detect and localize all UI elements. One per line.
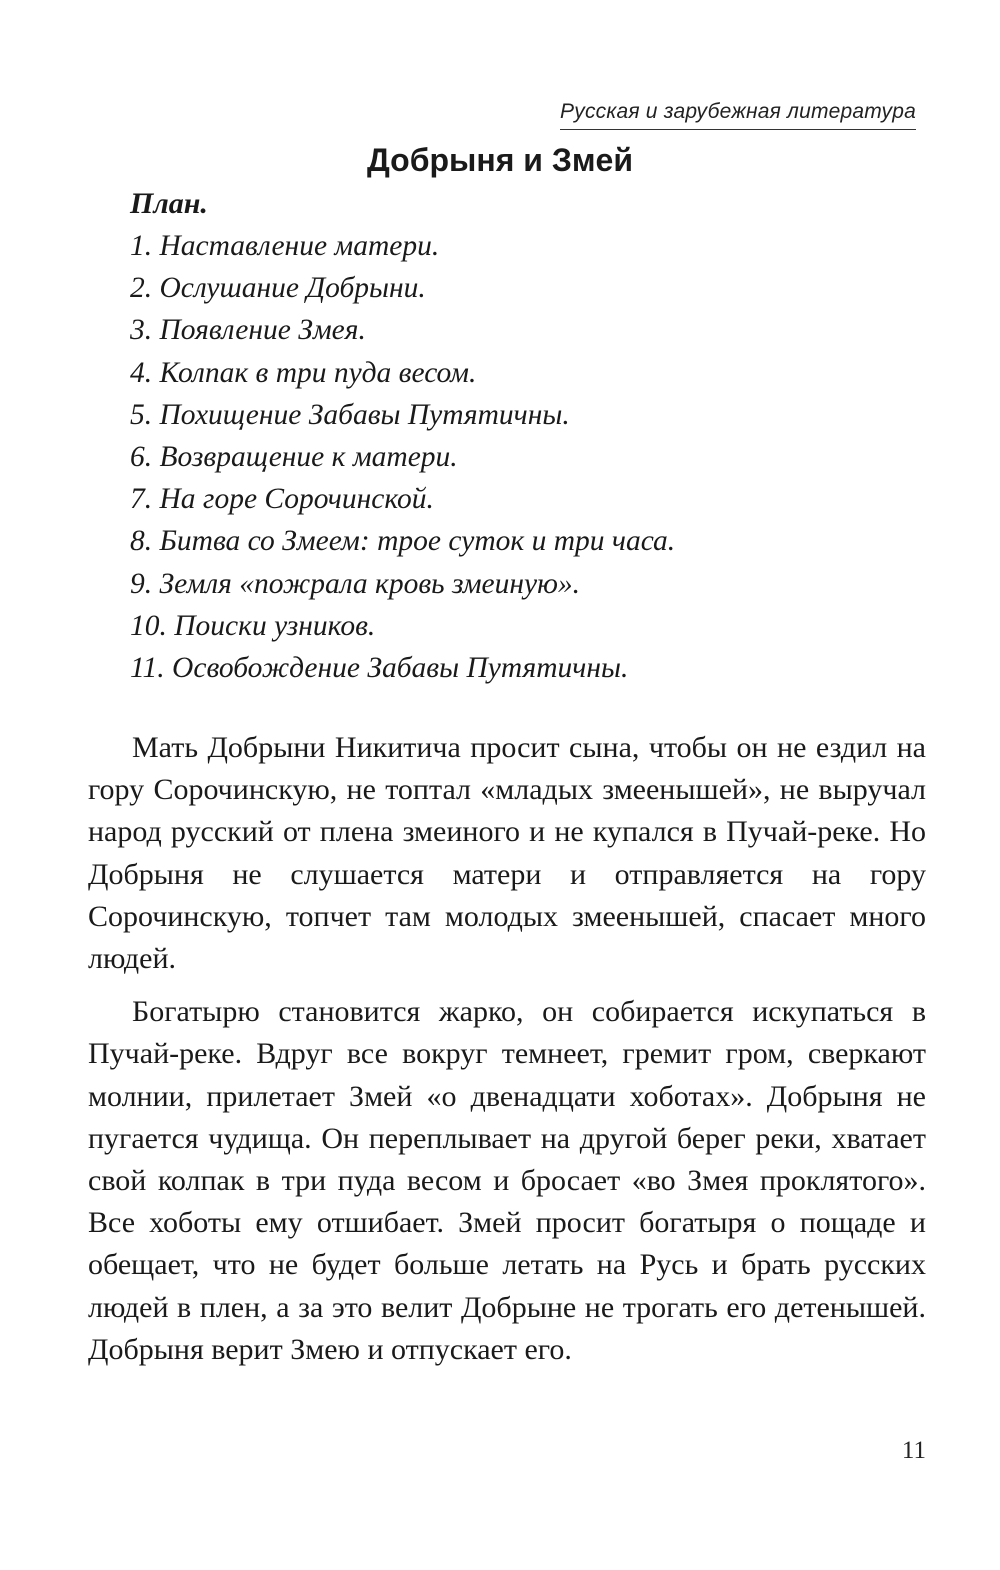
plan-item: 7. На горе Сорочинской.	[130, 483, 434, 516]
plan-item: 4. Колпак в три пуда весом.	[130, 356, 477, 389]
plan-item: 6. Возвращение к матери.	[130, 441, 458, 474]
plan-item: 1. Наставление матери.	[130, 230, 440, 262]
paragraph: Богатырю становится жарко, он собирается искупаться в Пучай-реке. Вдруг все вокруг темнеет, гремит гром, сверкают молнии, прилетает Змей «о двенадцати хоботах». Добрыня не пугается чудища. Он переплывает на другой берег реки, хватает свой колпак в три пуда весом и бросает «во Змея проклятого». Все хоботы ему отшибает. Змей просит богатыря о пощаде и обещает, что не будет больше летать на Русь и брать русских людей в плен, а за это велит Добрыне не трогать его детенышей. Добрыня верит Змею и отпускает его.	[88, 995, 926, 1366]
plan-item: 11. Освобождение Забавы Путятичны.	[130, 652, 629, 685]
plan-item: 5. Похищение Забавы Путятичны.	[130, 398, 570, 431]
body-text	[88, 727, 926, 1371]
plan-item: 9. Земля «пожрала кровь змеиную».	[130, 567, 581, 600]
chapter-title: Добрыня и Змей	[366, 142, 633, 178]
plan-section	[130, 183, 950, 689]
plan-heading: План.	[130, 187, 208, 220]
running-header: Русская и зарубежная литература	[560, 100, 916, 130]
paragraph: Мать Добрыни Никитича просит сына, чтобы он не ездил на гору Сорочинскую, не топтал «младых змеенышей», не выручал народ русский от плена змеиного и не купался в Пучай-реке. Но Добрыня не слушается матери и отправляется на гору Сорочинскую, топчет там молодых змеенышей, спасает много людей.	[88, 731, 926, 976]
plan-item: 3. Появление Змея.	[130, 314, 366, 347]
page-number: 11	[901, 1437, 926, 1464]
plan-item: 8. Битва со Змеем: трое суток и три часа.	[130, 525, 676, 558]
plan-item: 2. Ослушание Добрыни.	[130, 272, 426, 305]
plan-list	[130, 225, 950, 689]
plan-item: 10. Поиски узников.	[130, 609, 376, 642]
